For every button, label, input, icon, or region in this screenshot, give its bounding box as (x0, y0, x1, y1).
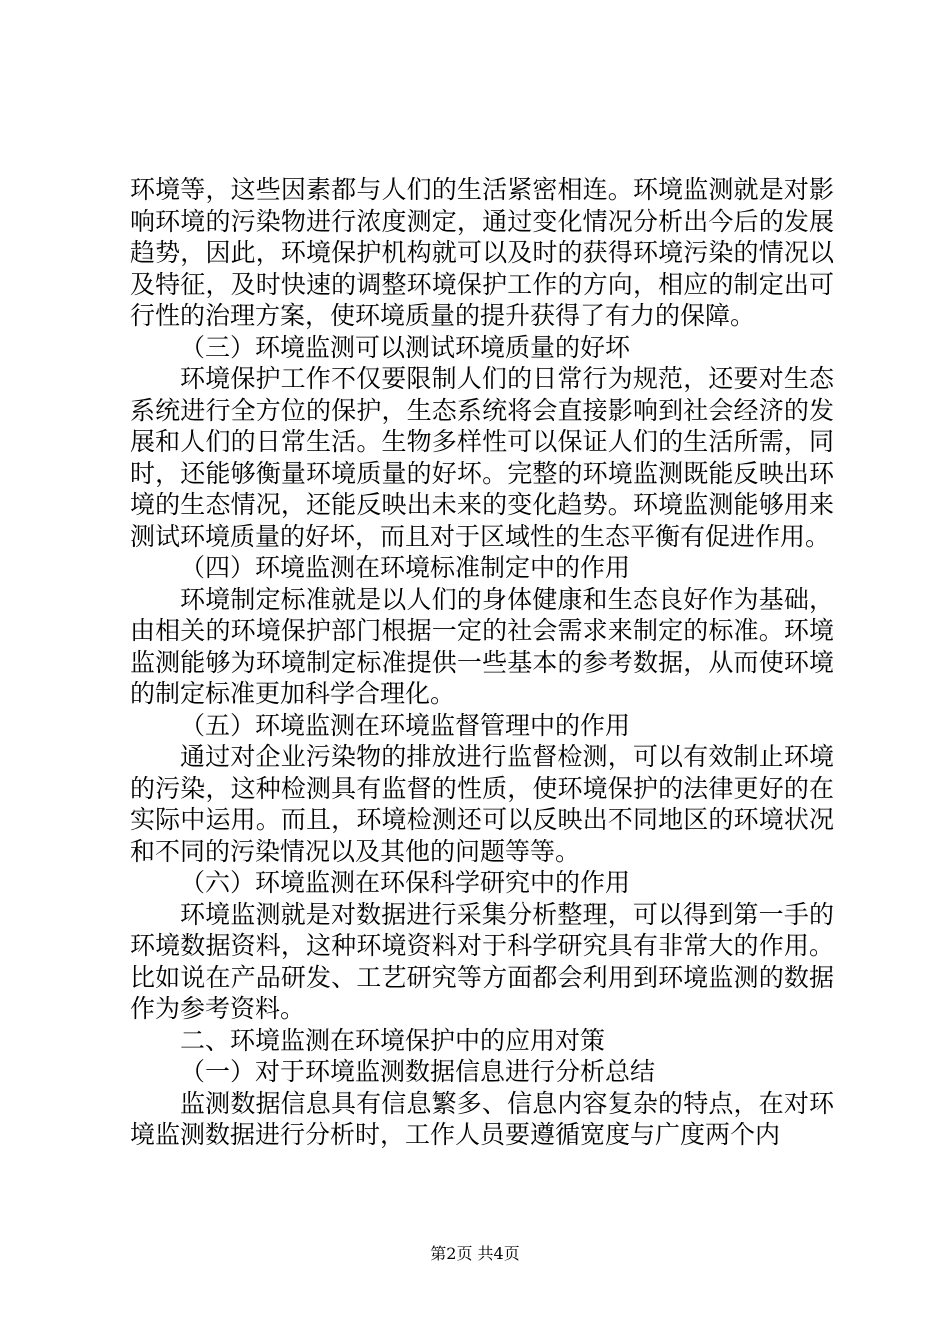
paragraph-continuation: 环境等，这些因素都与人们的生活紧密相连。环境监测就是对影响环境的污染物进行浓度测定，通过变化情况分析出今后的发展趋势，因此，环境保护机构就可以及时的获得环境污染的情况以及特征，及时快速的调整环境保护工作的方向，相应的制定出可行性的治理方案，使环境质量的提升获得了有力的保障。 (130, 175, 834, 330)
paragraph-subsection-1: 监测数据信息具有信息繁多、信息内容复杂的特点，在对环境监测数据进行分析时，工作人员要遵循宽度与广度两个内 (130, 1088, 834, 1149)
paragraph-section-3: 环境保护工作不仅要限制人们的日常行为规范，还要对生态系统进行全方位的保护，生态系统将会直接影响到社会经济的发展和人们的日常生活。生物多样性可以保证人们的生活所需，同时，还能够衡量环境质量的好坏。完整的环境监测既能反映出环境的生态情况，还能反映出未来的变化趋势。环境监测能够用来测试环境质量的好坏，而且对于区域性的生态平衡有促进作用。 (130, 364, 834, 551)
subsection-heading-1: （一）对于环境监测数据信息进行分析总结 (180, 1057, 656, 1086)
paragraph-section-6: 环境监测就是对数据进行采集分析整理，可以得到第一手的环境数据资料，这种环境资料对于科学研究具有非常大的作用。比如说在产品研发、工艺研究等方面都会利用到环境监测的数据作为参考资料。 (130, 899, 834, 1023)
section-heading-4: （四）环境监测在环境标准制定中的作用 (180, 553, 631, 582)
section-heading-6: （六）环境监测在环保科学研究中的作用 (180, 868, 631, 897)
section-heading-3: （三）环境监测可以测试环境质量的好坏 (180, 332, 631, 362)
section-heading-5: （五）环境监测在环境监督管理中的作用 (180, 710, 631, 740)
chapter-heading-2: 二、环境监测在环境保护中的应用对策 (180, 1025, 606, 1055)
page-number-footer: 第2页 共4页 (430, 1244, 520, 1263)
paragraph-section-4: 环境制定标准就是以人们的身体健康和生态良好作为基础，由相关的环境保护部门根据一定的社会需求来制定的标准。环境监测能够为环境制定标准提供一些基本的参考数据，从而使环境的制定标准更加科学合理化。 (130, 584, 834, 708)
paragraph-section-5: 通过对企业污染物的排放进行监督检测，可以有效制止环境的污染，这种检测具有监督的性质，使环境保护的法律更好的在实际中运用。而且，环境检测还可以反映出不同地区的环境状况和不同的污染情况以及其他的问题等等。 (130, 742, 834, 866)
document-body (130, 174, 834, 1151)
